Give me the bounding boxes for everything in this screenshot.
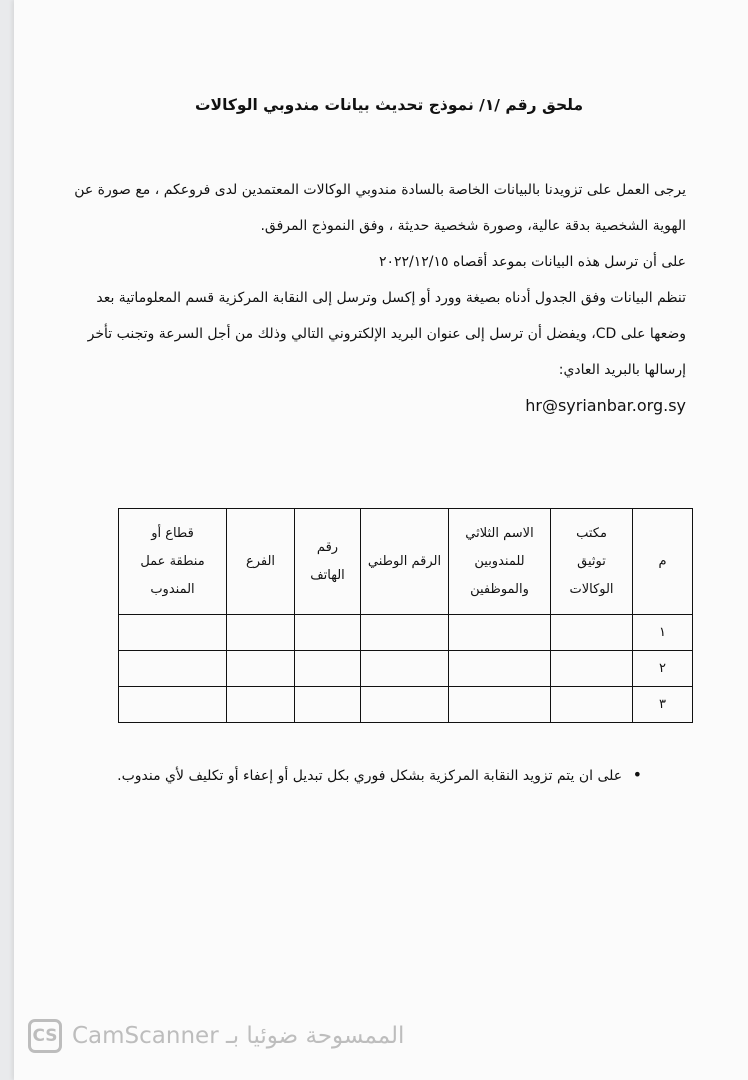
- table-cell: [119, 687, 227, 723]
- header-branch: الفرع: [227, 509, 295, 615]
- header-office: مكتب توثيق الوكالات: [551, 509, 633, 615]
- document-text: [62, 172, 686, 424]
- watermark-text: CamScanner الممسوحة ضوئيا بـ: [72, 1023, 405, 1049]
- table-cell: [551, 687, 633, 723]
- table-cell: [551, 651, 633, 687]
- header-serial: م: [633, 509, 693, 615]
- table-cell: [295, 687, 361, 723]
- table-cell: [227, 687, 295, 723]
- table-row: [119, 687, 693, 723]
- table-cell: [551, 615, 633, 651]
- table-cell: [449, 615, 551, 651]
- camscanner-watermark: [28, 1014, 404, 1058]
- table-cell: [119, 651, 227, 687]
- paragraph-request: يرجى العمل على تزويدنا بالبيانات الخاصة بالسادة مندوبي الوكالات المعتمدين لدى فروعكم ، مع صورة عن الهوية الشخصية بدقة عالية، وصورة شخصية حديثة ، وفق النموذج المرفق.: [74, 182, 686, 234]
- footnote: [90, 756, 642, 795]
- table-cell: [449, 687, 551, 723]
- delegates-table: [118, 508, 693, 723]
- header-full-name: الاسم الثلاثي للمندوبين والموظفين: [449, 509, 551, 615]
- table-cell: [295, 615, 361, 651]
- table-header-row: [119, 509, 693, 615]
- table-cell: [119, 615, 227, 651]
- paragraph-instructions: تنظم البيانات وفق الجدول أدناه بصيغة وورد أو إكسل وترسل إلى النقابة المركزية قسم المعلوماتية بعد وضعها على CD، ويفضل أن ترسل إلى عنوان البريد الإلكتروني التالي وذلك من أجل السرعة وتجنب تأخر إرسالها بالبريد العادي:: [87, 290, 686, 378]
- table-cell: [361, 651, 449, 687]
- bullet-icon: •: [632, 765, 642, 784]
- table-cell: [227, 615, 295, 651]
- table-row: [119, 615, 693, 651]
- row-number: ٣: [633, 687, 693, 723]
- document-body: [62, 96, 686, 424]
- document-title: ملحق رقم /١/ نموذج تحديث بيانات مندوبي الوكالات: [194, 96, 584, 114]
- header-work-area: قطاع أو منطقة عمل المندوب: [119, 509, 227, 615]
- footnote-text: على ان يتم تزويد النقابة المركزية بشكل فوري بكل تبديل أو إعفاء أو تكليف لأي مندوب.: [117, 768, 623, 784]
- table-cell: [361, 615, 449, 651]
- paragraph-deadline: على أن ترسل هذه البيانات بموعد أقصاه ٢٠٢٢/١٢/١٥: [378, 254, 686, 270]
- header-phone: رقم الهاتف: [295, 509, 361, 615]
- table-cell: [449, 651, 551, 687]
- row-number: ١: [633, 615, 693, 651]
- table-cell: [361, 687, 449, 723]
- table-row: [119, 651, 693, 687]
- row-number: ٢: [633, 651, 693, 687]
- table-cell: [295, 651, 361, 687]
- camscanner-logo-icon: CS: [28, 1019, 62, 1053]
- table-cell: [227, 651, 295, 687]
- header-national-id: الرقم الوطني: [361, 509, 449, 615]
- email-address: hr@syrianbar.org.sy: [525, 396, 686, 415]
